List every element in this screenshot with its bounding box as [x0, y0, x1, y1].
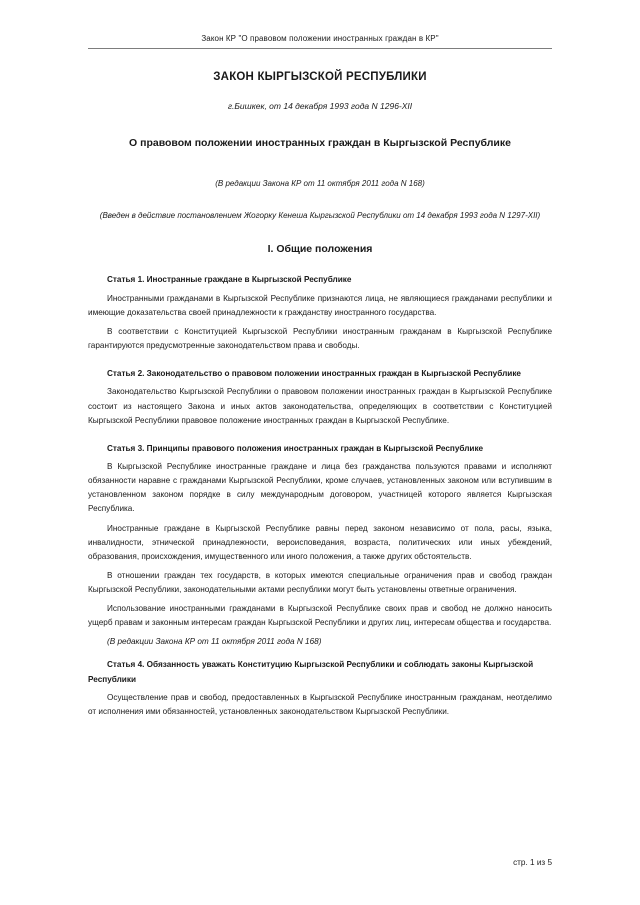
article-block: [88, 273, 552, 353]
article-paragraph: Иностранными гражданами в Кыргызской Республике признаются лица, не являющиеся гражданами республики и имеющие доказательства своей принадлежности к гражданству иностранного государства.: [88, 293, 552, 317]
article-block: [88, 658, 552, 719]
article-paragraph: Законодательство Кыргызской Республики о правовом положении иностранных граждан в Кыргызской Республике состоит из настоящего Закона и иных актов законодательства, определяющих в соответствии с Конституцией Кыргызской Республики правовое положение иностранных граждан в Кыргызской Республике.: [88, 387, 552, 425]
page-number: стр. 1 из 5: [513, 858, 552, 867]
article-heading: Статья 4. Обязанность уважать Конституцию Кыргызской Республики и соблюдать законы Кыргызской Республики: [88, 660, 534, 684]
section-heading: I. Общие положения: [267, 243, 373, 256]
article-amendment-note: (В редакции Закона КР от 11 октября 2011 года N 168): [107, 637, 322, 647]
article-heading: Статья 1. Иностранные граждане в Кыргызской Республике: [107, 275, 352, 285]
article-heading: Статья 2. Законодательство о правовом положении иностранных граждан в Кыргызской Республике: [107, 369, 521, 379]
article-paragraph: В соответствии с Конституцией Кыргызской Республики иностранным гражданам в Кыргызской Республике гарантируются предусмотренные законодательством права и свободы.: [88, 326, 552, 350]
document-title: ЗАКОН КЫРГЫЗСКОЙ РЕСПУБЛИКИ: [213, 71, 427, 83]
article-paragraph: Иностранные граждане в Кыргызской Республике равны перед законом независимо от пола, расы, языка, инвалидности, этнической принадлежности, вероисповедания, возраста, политических или иных убеждений, образования, происхождения, имущественного или иного положения, а также других обстоятельств.: [88, 523, 552, 561]
article-paragraph: Использование иностранными гражданами в Кыргызской Республике своих прав и свобод не должно наносить ущерб правам и законным интересам граждан Кыргызской Республики и других лиц, интересам общества и государства.: [88, 604, 552, 628]
note-enacted: (Введен в действие постановлением Жогорку Кенеша Кыргызской Республики от 14 декабря 1993 года N 1297-XII): [99, 211, 541, 221]
spacer: [88, 358, 552, 367]
place-and-date: г.Бишкек, от 14 декабря 1993 года N 1296-XII: [227, 101, 413, 111]
running-head: Закон КР "О правовом положении иностранных граждан в КР": [201, 34, 439, 43]
header-divider: [88, 48, 552, 49]
article-block: [88, 442, 552, 650]
article-block: [88, 367, 552, 428]
article-paragraph: В отношении граждан тех государств, в которых имеются специальные ограничения прав и свобод граждан Кыргызской Республики, законодательными актами республики могут быть установлены ответные ограничения.: [88, 570, 552, 594]
note-edition: (В редакции Закона КР от 11 октября 2011 года N 168): [215, 179, 425, 189]
article-paragraph: Осуществление прав и свобод, предоставленных в Кыргызской Республике иностранным гражданам, неотделимо от исполнения ими обязанностей, установленных законодательством Кыргызской Республики.: [88, 693, 552, 717]
spacer: [88, 433, 552, 442]
article-paragraph: В Кыргызской Республике иностранные граждане и лица без гражданства пользуются правами и исполняют обязанности наравне с гражданами Кыргызской Республики, кроме случаев, установленных законом или вступившим в установленном законом порядке в силу международным договором, участницей которого является Кыргызская Республика.: [88, 462, 552, 514]
document-subject: О правовом положении иностранных граждан в Кыргызской Республике: [129, 137, 511, 149]
article-heading: Статья 3. Принципы правового положения иностранных граждан в Кыргызской Республике: [107, 443, 484, 453]
